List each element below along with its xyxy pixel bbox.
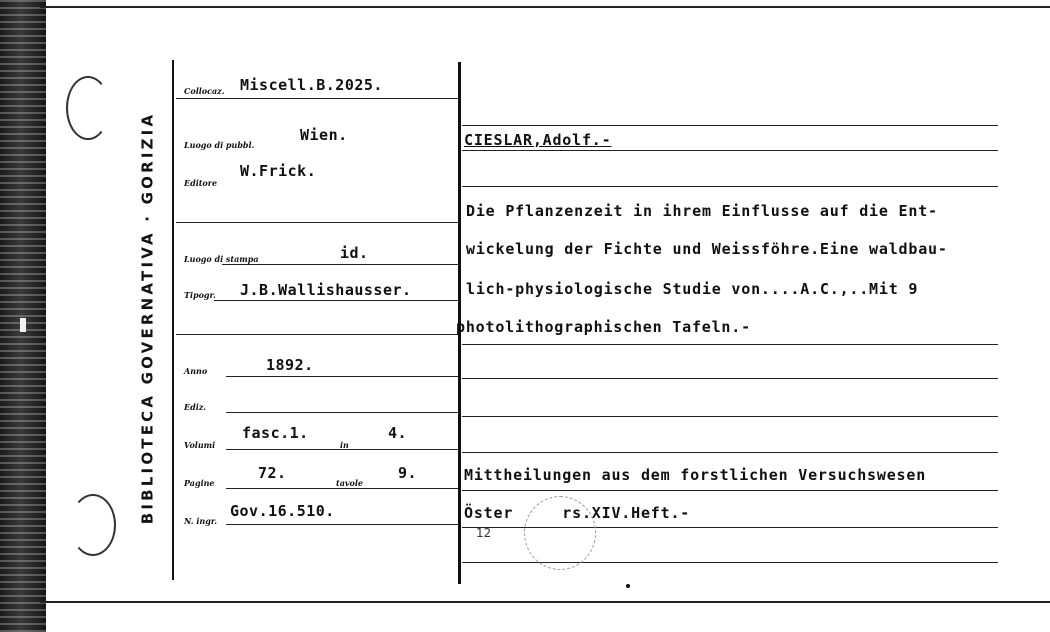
value-luogo-stampa: id. [340, 244, 369, 262]
value-editore: W.Frick. [240, 162, 317, 180]
rule-r4 [462, 344, 998, 345]
label-in: in [340, 440, 349, 450]
rule-r6 [462, 416, 998, 417]
title-line-1: Die Pflanzenzeit in ihrem Einflusse auf die Ent- [466, 202, 938, 220]
label-anno: Anno [184, 366, 208, 376]
punch-hole-bottom [70, 494, 116, 556]
rule-r5 [462, 378, 998, 379]
handwritten-note: 12 [476, 526, 492, 540]
value-anno: 1892. [266, 356, 314, 374]
value-collocazione: Miscell.B.2025. [240, 76, 383, 94]
series-line-2: Öster rs.XIV.Heft.- [464, 504, 691, 522]
value-pagine: 72. [258, 464, 287, 482]
label-ediz: Ediz. [184, 402, 207, 412]
rule-collocazione [176, 98, 458, 99]
title-line-4: photolithographischen Tafeln.- [456, 318, 751, 336]
value-in: 4. [388, 424, 408, 442]
rule-ningr [226, 524, 458, 525]
label-luogo-pubbl: Luogo di pubbl. [184, 140, 255, 150]
card-bottom-border [40, 601, 1050, 603]
label-tavole: tavole [336, 478, 363, 488]
value-luogo-pubbl: Wien. [300, 126, 348, 144]
rule-luogo-stampa [222, 264, 458, 265]
card-top-border [40, 6, 1050, 8]
ink-speck [626, 584, 630, 588]
rule-r8 [462, 490, 998, 491]
title-line-3: lich-physiologische Studie von....A.C.,..Mit 9 [466, 280, 919, 298]
series-line-1: Mittheilungen aus dem forstlichen Versuchswesen [464, 466, 927, 484]
rule-r7 [462, 452, 998, 453]
value-volumi: fasc.1. [242, 424, 309, 442]
rule-anno [226, 376, 458, 377]
label-editore: Editore [184, 178, 218, 188]
label-pagine: Pagine [184, 478, 215, 488]
punch-hole-top [66, 76, 110, 140]
label-volumi: Volumi [184, 440, 216, 450]
edge-mark [20, 318, 26, 332]
rule-pagine [226, 488, 458, 489]
rule-ediz [226, 412, 458, 413]
label-collocazione: Collocaz. [184, 86, 225, 96]
left-margin-line [172, 60, 174, 580]
value-tipografo: J.B.Wallishausser. [240, 281, 412, 299]
rule-blank-2 [176, 334, 458, 335]
rule-blank-1 [176, 222, 458, 223]
label-n-ingr: N. ingr. [184, 516, 218, 526]
rule-tipografo [214, 300, 458, 301]
value-n-ingr: Gov.16.510. [230, 502, 335, 520]
value-tavole: 9. [398, 464, 418, 482]
round-stamp [524, 496, 596, 570]
label-tipografo: Tipogr. [184, 290, 216, 300]
rule-r3 [462, 186, 998, 187]
label-luogo-stampa: Luogo di stampa [184, 254, 259, 264]
scan-edge [0, 0, 46, 632]
author-heading: CIESLAR,Adolf.- [464, 131, 612, 149]
title-line-2: wickelung der Fichte und Weissföhre.Eine waldbau- [466, 240, 948, 258]
library-stamp-vertical: BIBLIOTECA GOVERNATIVA · GORIZIA [138, 111, 157, 525]
rule-r2 [462, 150, 998, 151]
rule-r1 [462, 125, 998, 126]
